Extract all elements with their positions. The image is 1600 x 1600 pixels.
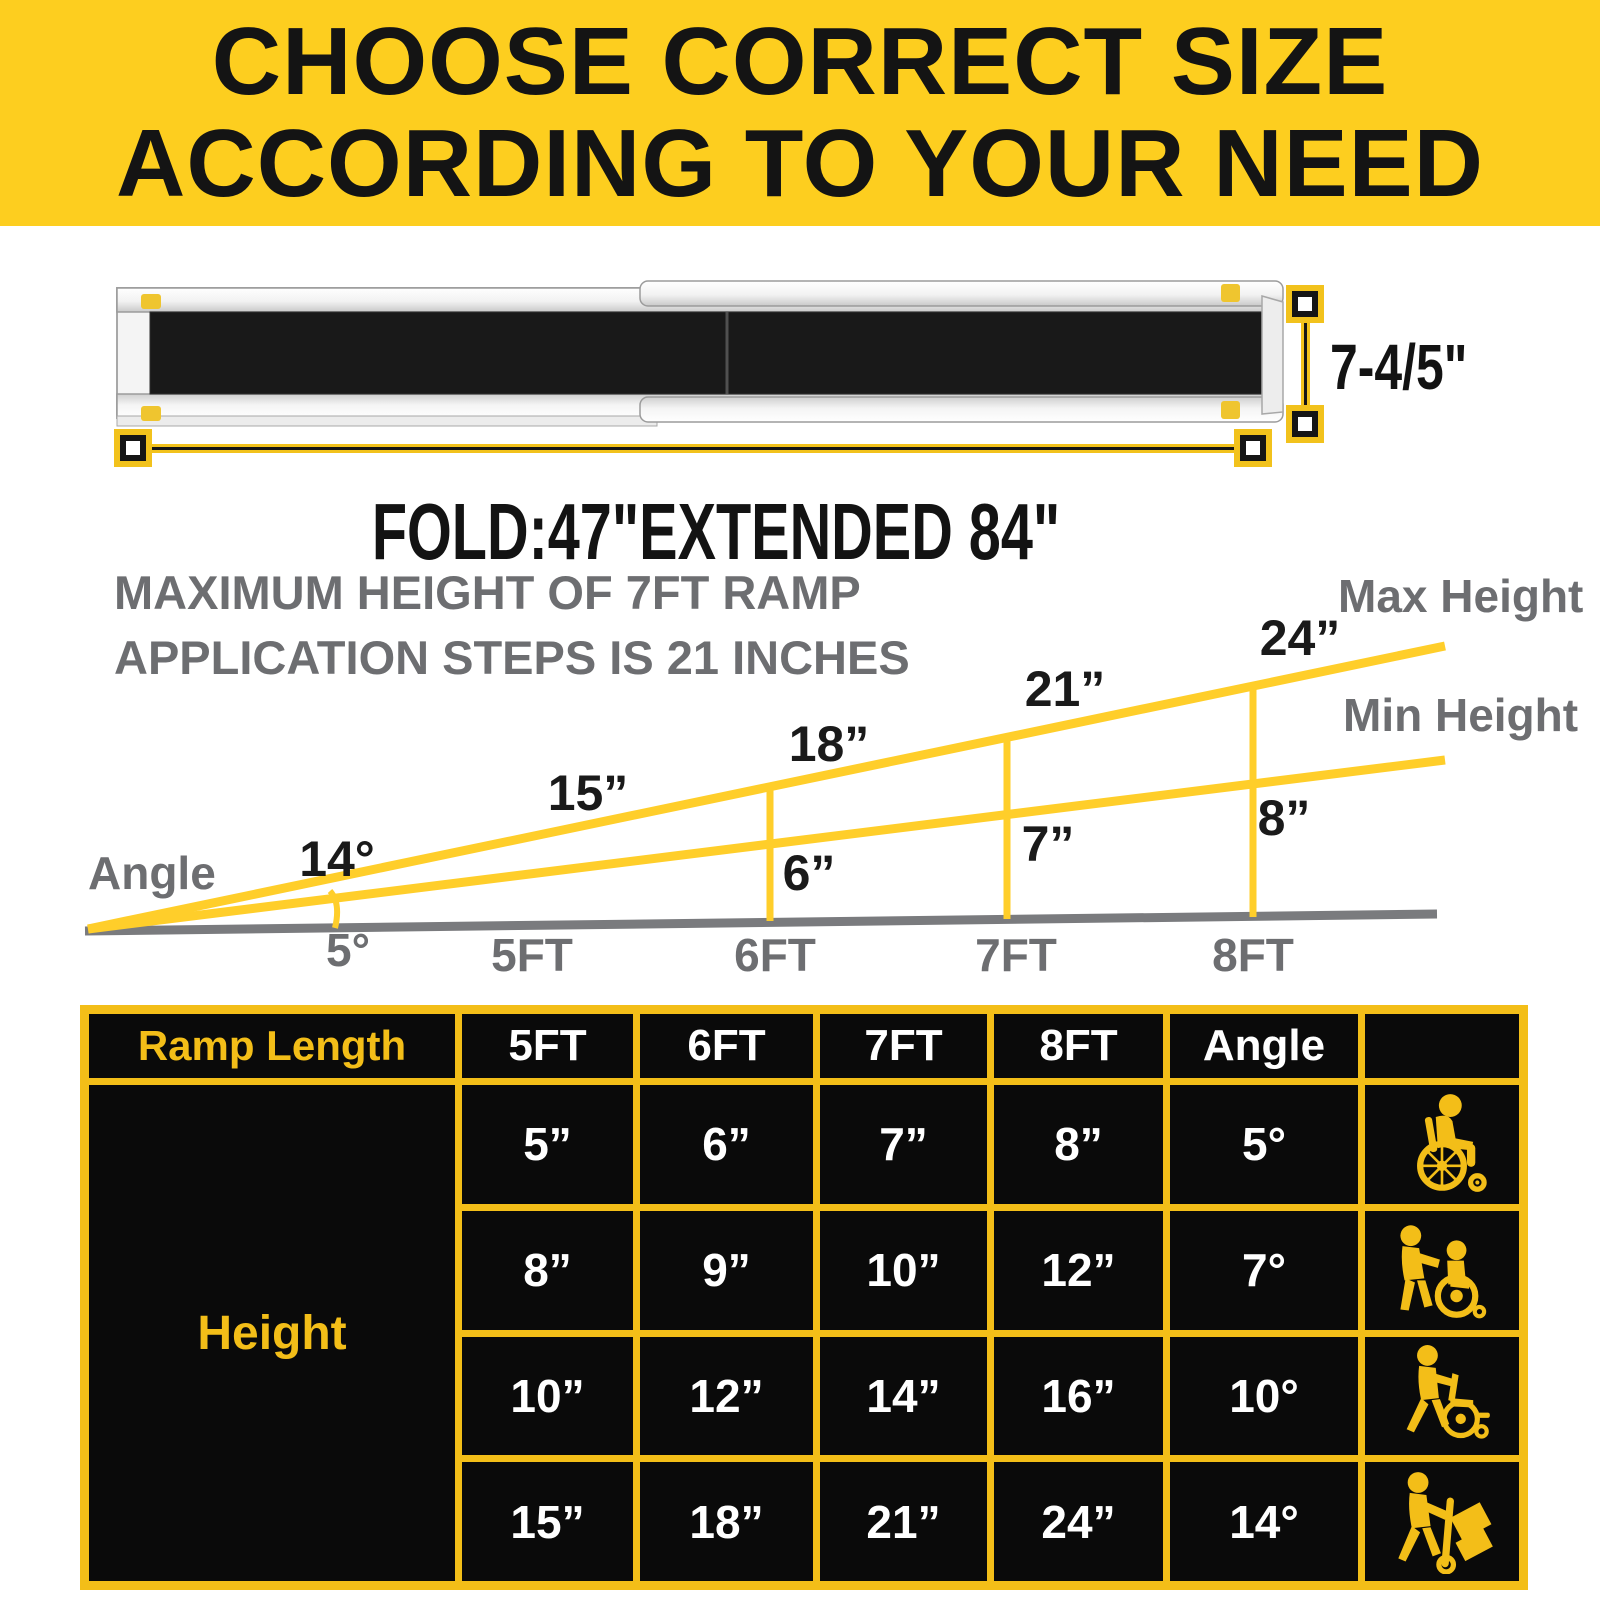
table-header-icon <box>1365 1014 1519 1078</box>
table-header-5ft: 5FT <box>462 1014 633 1078</box>
length-dimension-line <box>133 444 1253 453</box>
table-cell: 10” <box>462 1337 633 1456</box>
table-cell-icon <box>1365 1211 1519 1330</box>
max-height-15: 15” <box>547 765 629 821</box>
table-row-label-height: Height <box>89 1085 455 1581</box>
table-cell-angle: 10° <box>1170 1337 1358 1456</box>
dimension-endpoint-icon <box>1292 291 1318 317</box>
table-cell: 16” <box>994 1337 1163 1456</box>
table-cell-icon <box>1365 1337 1519 1456</box>
table-cell: 5” <box>462 1085 633 1204</box>
table-header-ramp-length: Ramp Length <box>89 1014 455 1078</box>
min-angle-value: 5° <box>326 924 370 976</box>
table-cell-icon <box>1365 1085 1519 1204</box>
table-header-6ft: 6FT <box>640 1014 813 1078</box>
table-cell-angle: 7° <box>1170 1211 1358 1330</box>
min-height-label: Min Height <box>1343 689 1579 741</box>
table-header-8ft: 8FT <box>994 1014 1163 1078</box>
dimension-endpoint-icon <box>120 435 146 461</box>
angle-label: Angle <box>88 847 216 899</box>
table-cell: 7” <box>820 1085 987 1204</box>
table-cell: 12” <box>994 1211 1163 1330</box>
table-cell: 8” <box>462 1211 633 1330</box>
min-height-6: 6” <box>782 845 836 901</box>
pushing-empty-wheelchair-icon <box>1390 1344 1494 1448</box>
table-header-angle: Angle <box>1170 1014 1358 1078</box>
length-5ft: 5FT <box>491 929 573 981</box>
table-cell-icon <box>1365 1462 1519 1581</box>
min-height-8: 8” <box>1257 790 1311 846</box>
table-cell: 9” <box>640 1211 813 1330</box>
table-header-7ft: 7FT <box>820 1014 987 1078</box>
table-cell: 24” <box>994 1462 1163 1581</box>
height-dimension-line <box>1301 304 1310 424</box>
page-title-line1: CHOOSE CORRECT SIZE <box>211 8 1389 116</box>
table-cell: 10” <box>820 1211 987 1330</box>
table-cell-angle: 5° <box>1170 1085 1358 1204</box>
note-line2: APPLICATION STEPS IS 21 INCHES <box>114 631 910 684</box>
dimension-endpoint-icon <box>1292 411 1318 437</box>
max-height-label: Max Height <box>1338 570 1584 622</box>
dimension-endpoint-icon <box>1240 435 1266 461</box>
table-cell: 18” <box>640 1462 813 1581</box>
table-cell-angle: 14° <box>1170 1462 1358 1581</box>
table-cell: 8” <box>994 1085 1163 1204</box>
ramp-height-label: 7-4/5" <box>1330 331 1468 403</box>
table-cell: 14” <box>820 1337 987 1456</box>
max-height-18: 18” <box>788 716 870 772</box>
length-6ft: 6FT <box>734 929 816 981</box>
wheelchair-user-icon <box>1390 1092 1494 1196</box>
table-cell: 6” <box>640 1085 813 1204</box>
page-title-line2: ACCORDING TO YOUR NEED <box>116 110 1484 217</box>
max-height-24: 24” <box>1259 610 1341 666</box>
length-7ft: 7FT <box>975 929 1057 981</box>
size-table <box>80 1005 1528 1590</box>
hand-truck-icon <box>1390 1470 1494 1574</box>
note-line1: MAXIMUM HEIGHT OF 7FT RAMP <box>114 566 861 619</box>
length-8ft: 8FT <box>1212 929 1294 981</box>
table-cell: 12” <box>640 1337 813 1456</box>
ramp-length-label: FOLD:47"EXTENDED 84" <box>371 487 1061 576</box>
max-angle-value: 14° <box>299 831 375 887</box>
caregiver-pushing-wheelchair-icon <box>1390 1218 1494 1322</box>
table-cell: 15” <box>462 1462 633 1581</box>
title-banner <box>0 0 1600 226</box>
table-cell: 21” <box>820 1462 987 1581</box>
min-height-7: 7” <box>1021 816 1075 872</box>
max-height-21: 21” <box>1024 661 1106 717</box>
